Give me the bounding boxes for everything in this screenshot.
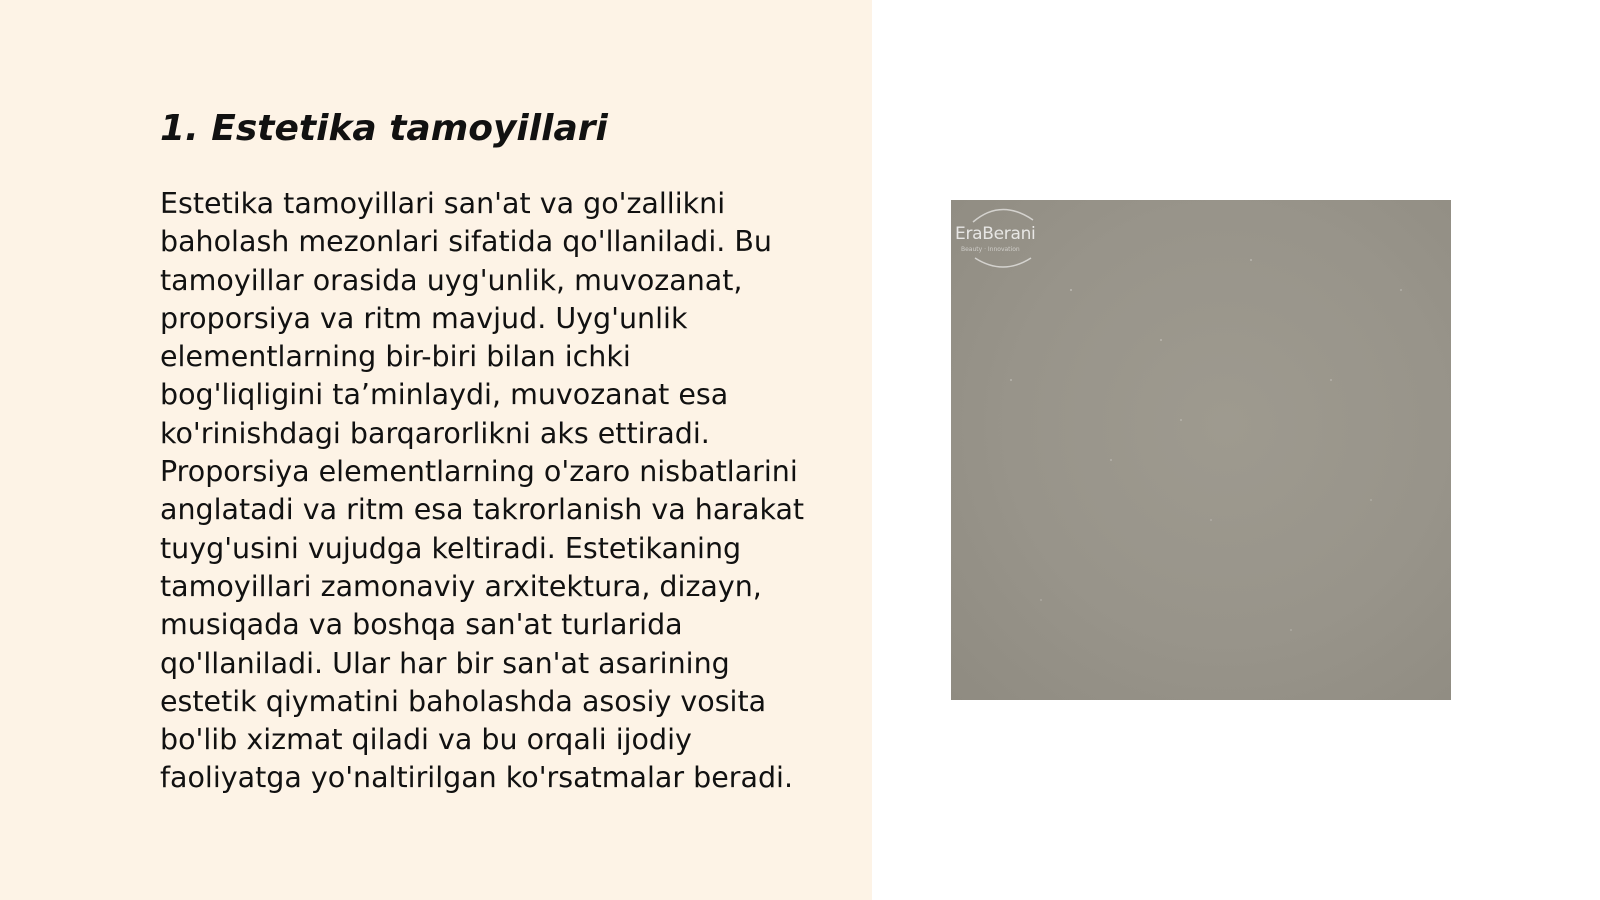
body-line: qo'llaniladi. Ular har bir san'at asarining xyxy=(160,646,730,680)
body-line: Proporsiya elementlarning o'zaro nisbatlarini xyxy=(160,455,798,489)
watermark-text: EraBerani xyxy=(955,224,1036,244)
body-line: tamoyillar orasida uyg'unlik, muvozanat, xyxy=(160,263,743,297)
body-line: estetik qiymatini baholashda asosiy vosita xyxy=(160,684,767,718)
body-line: bog'liqligini ta’minlaydi, muvozanat esa xyxy=(160,378,729,412)
body-line: tamoyillari zamonaviy arxitektura, dizayn, xyxy=(160,569,762,603)
watermark-tagline: Beauty · Innovation xyxy=(961,246,1020,253)
body-line: Estetika tamoyillari san'at va go'zallikni xyxy=(160,187,726,220)
body-line: elementlarning bir-biri bilan ichki xyxy=(160,340,631,374)
body-line: musiqada va boshqa san'at turlarida xyxy=(160,608,683,642)
slide-image xyxy=(951,200,1451,700)
body-line: baholash mezonlari sifatida qo'llaniladi. Bu xyxy=(160,225,772,259)
slide-title: 1. Estetika tamoyillari xyxy=(160,108,608,149)
body-line: tuyg'usini vujudga keltiradi. Estetikaning xyxy=(160,531,742,565)
body-line: ko'rinishdagi barqarorlikni aks ettiradi. xyxy=(160,416,710,450)
body-line: proporsiya va ritm mavjud. Uyg'unlik xyxy=(160,301,688,335)
slide-body-text xyxy=(160,185,850,798)
body-line: bo'lib xizmat qiladi va bu orqali ijodiy xyxy=(160,723,692,757)
body-line: anglatadi va ritm esa takrorlanish va harakat xyxy=(160,493,805,527)
body-line: faoliyatga yo'naltirilgan ko'rsatmalar beradi. xyxy=(160,761,794,795)
